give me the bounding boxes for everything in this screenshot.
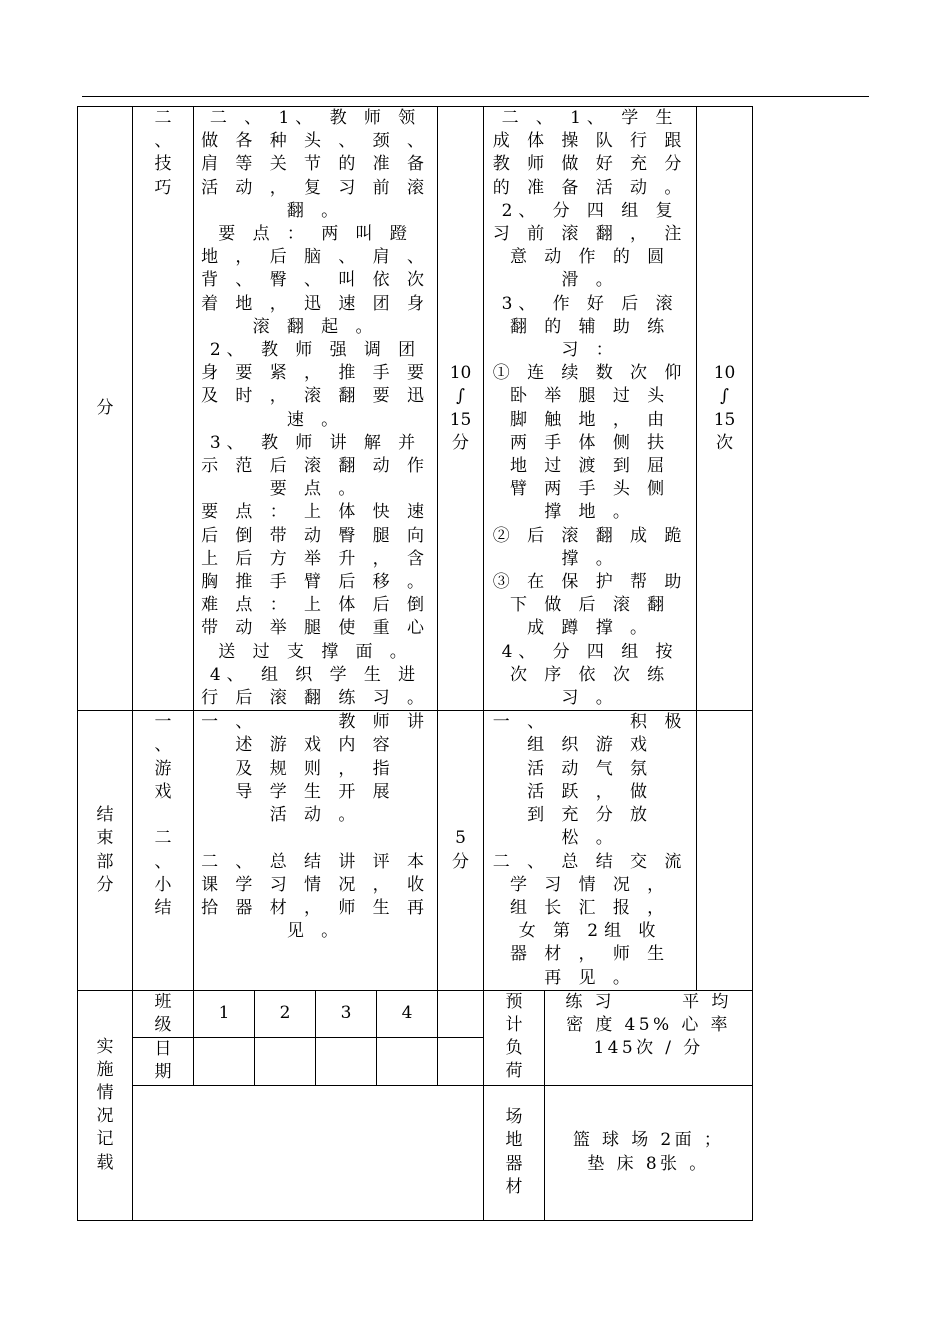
teacher-text-line: 课 学 习 情 况 ， 收: [201, 874, 430, 895]
label-text-line: 地: [505, 1130, 523, 1151]
part-text-line: 束: [96, 828, 114, 849]
date-label: [133, 1038, 194, 1085]
student-text-line: 组 织 游 戏: [527, 735, 653, 756]
student-text-line: ③ 在 保 护 帮 助: [492, 572, 688, 593]
value-text-line: 垫 床 8张 。: [587, 1153, 710, 1174]
teacher-text-line: 活 动 ， 复 习 前 滚: [201, 177, 430, 198]
student-text-line: 习 前 滚 翻 ， 注: [492, 224, 688, 245]
part-label: 分: [78, 107, 133, 711]
student-text-line: 器 材 ， 师 生: [509, 944, 671, 965]
load-label: [484, 990, 545, 1085]
teacher-text-line: 地 ， 后 脑 、 肩 、: [201, 247, 430, 268]
student-text-line: 卧 举 腿 过 头: [509, 386, 671, 407]
part-text-line: 记: [96, 1129, 114, 1150]
student-text-line: ② 后 滚 翻 成 跪: [492, 525, 688, 546]
teacher-text-line: 2、 教 师 强 调 团: [209, 340, 422, 361]
teacher-text-line: 送 过 支 撑 面 。: [218, 641, 413, 662]
teacher-text-line: 要 点 ： 两 叫 蹬: [218, 224, 413, 245]
section-text-line: 小: [154, 874, 172, 895]
time-text-line: 5: [455, 828, 466, 849]
part-text-line: 施: [96, 1059, 114, 1080]
class-number: 1: [194, 990, 255, 1037]
section-text-line: 技: [154, 154, 172, 175]
teacher-text-line: 后 倒 带 动 臀 腿 向: [201, 525, 430, 546]
student-text-line: 二 、 总 结 交 流: [492, 851, 688, 872]
teacher-text-line: 身 要 紧 ， 推 手 要: [201, 363, 430, 384]
student-text-line: 到 充 分 放: [527, 805, 653, 826]
label-text-line: 计: [505, 1014, 523, 1035]
time-allocation: [438, 107, 484, 711]
venue-row: [78, 1085, 753, 1220]
student-text-line: 学 习 情 况 ，: [509, 874, 671, 895]
student-text-line: 成 蹲 撑 。: [527, 618, 653, 639]
label-text-line: 预: [505, 991, 523, 1012]
student-text-line: 活 动 气 氛: [527, 758, 653, 779]
teacher-text-line: 肩 等 关 节 的 准 备: [201, 154, 430, 175]
part-text-line: 况: [96, 1106, 114, 1127]
end-count-empty: [697, 711, 753, 990]
date-cell: [316, 1038, 377, 1085]
teacher-activity: [194, 107, 438, 711]
teacher-text-line: 见 。: [286, 921, 345, 942]
time-text-line: 10: [449, 363, 472, 384]
label-text-line: 日: [154, 1039, 172, 1060]
student-text-line: 女 第 2组 收: [518, 921, 662, 942]
teacher-text-line: 要 点 ： 上 体 快 速: [201, 502, 430, 523]
end-part-label: [78, 711, 133, 990]
student-text-line: 习 ：: [561, 340, 619, 361]
student-text-line: 习 。: [561, 688, 619, 709]
value-text-line: 练 习 平 均: [565, 991, 732, 1012]
teacher-text-line: [194, 827, 437, 850]
class-label: [133, 990, 194, 1037]
teacher-text-line: 带 动 举 腿 使 重 心: [201, 618, 430, 639]
section-text-line: [133, 804, 193, 827]
section-text-line: 戏: [154, 781, 172, 802]
student-text-line: ① 连 续 数 次 仰: [492, 363, 688, 384]
count-text-line: ∫: [720, 386, 729, 407]
teacher-text-line: 4、 组 织 学 生 进: [209, 664, 422, 685]
section-text-line: 二: [154, 108, 172, 128]
teacher-text-line: 二 、 总 结 讲 评 本: [201, 851, 430, 872]
end-part-row: [78, 711, 753, 990]
time-text-line: 15: [449, 409, 472, 430]
record-notes-area: [133, 1085, 484, 1220]
section-text-line: 游: [154, 758, 172, 779]
class-number: 3: [316, 990, 377, 1037]
header-rule: [82, 96, 869, 97]
section-text-line: 一: [154, 712, 172, 733]
teacher-text-line: 及 规 则 ， 指: [235, 758, 396, 779]
time-text-line: ∫: [456, 386, 465, 407]
venue-value: [545, 1085, 753, 1220]
teacher-text-line: 导 学 生 开 展: [235, 781, 396, 802]
student-text-line: 撑 地 。: [544, 502, 636, 523]
teacher-text-line: 及 时 ， 滚 翻 要 迅: [201, 386, 430, 407]
teacher-text-line: 示 范 后 滚 翻 动 作: [201, 456, 430, 477]
student-text-line: 两 手 体 侧 扶: [509, 432, 671, 453]
teacher-text-line: 滚 翻 起 。: [252, 316, 379, 337]
label-text-line: 器: [505, 1153, 523, 1174]
label-text-line: 材: [505, 1176, 523, 1197]
class-row: [78, 990, 753, 1037]
part-text-line: 部: [96, 851, 114, 872]
teacher-text-line: 难 点 ： 上 体 后 倒: [201, 595, 430, 616]
section-text-line: 、: [154, 851, 172, 872]
student-activity: [484, 107, 697, 711]
date-cell: [438, 1038, 484, 1085]
date-cell: [377, 1038, 438, 1085]
end-teacher-activity: [194, 711, 438, 990]
part-text-line: 结: [96, 805, 114, 826]
date-cell: [194, 1038, 255, 1085]
section-text-line: 、: [154, 131, 172, 152]
end-section-label: [133, 711, 194, 990]
section-label: [133, 107, 194, 711]
section-text-line: 结: [154, 897, 172, 918]
count-text-line: 次: [716, 432, 734, 453]
student-text-line: 再 见 。: [544, 967, 636, 988]
value-text-line: 篮 球 场 2面 ；: [572, 1130, 725, 1151]
class-number: 4: [377, 990, 438, 1037]
time-text-line: 分: [452, 851, 470, 872]
student-text-line: 二 、 1、 学 生: [501, 108, 679, 128]
teacher-text-line: 要 点 。: [269, 479, 362, 500]
end-time-allocation: [438, 711, 484, 990]
lesson-plan-table: [77, 106, 753, 1221]
teacher-text-line: 述 游 戏 内 容: [235, 735, 396, 756]
student-text-line: 翻 的 辅 助 练: [509, 316, 671, 337]
student-text-line: 松 。: [561, 828, 619, 849]
student-text-line: 地 过 渡 到 屈: [509, 456, 671, 477]
student-text-line: 臂 两 手 头 侧: [509, 479, 671, 500]
student-text-line: 活 跃 ， 做: [527, 781, 653, 802]
teacher-text-line: 二 、 1、 教 师 领: [209, 108, 422, 128]
count-text-line: 10: [713, 363, 736, 384]
label-text-line: 荷: [505, 1061, 523, 1082]
value-text-line: 145次 / 分: [593, 1038, 704, 1059]
section-text-line: 、: [154, 735, 172, 756]
value-text-line: 密 度 45% 心 率: [566, 1014, 731, 1035]
repetition-count: [697, 107, 753, 711]
student-text-line: 意 动 作 的 圆: [509, 247, 671, 268]
student-text-line: 滑 。: [561, 270, 619, 291]
teacher-text-line: 翻 。: [286, 200, 345, 221]
count-text-line: 15: [713, 409, 736, 430]
label-text-line: 班: [154, 991, 172, 1012]
load-value: [545, 990, 753, 1085]
date-cell: [255, 1038, 316, 1085]
section-text-line: 二: [154, 828, 172, 849]
student-text-line: 教 师 做 好 充 分: [492, 154, 688, 175]
teacher-text-line: 做 各 种 头 、 颈 、: [201, 131, 430, 152]
part-text-line: 载: [96, 1152, 114, 1173]
label-text-line: 期: [154, 1062, 172, 1083]
venue-label: [484, 1085, 545, 1220]
teacher-text-line: 速 。: [286, 409, 345, 430]
teacher-text-line: 拾 器 材 ， 师 生 再: [201, 897, 430, 918]
teacher-text-line: 上 后 方 举 升 ， 含: [201, 548, 430, 569]
student-text-line: 2、 分 四 组 复: [501, 200, 679, 221]
part-text-line: 情: [96, 1082, 114, 1103]
part-text-line: 实: [96, 1036, 114, 1057]
label-text-line: 级: [154, 1014, 172, 1035]
time-text-line: 分: [452, 432, 470, 453]
record-part-label: [78, 990, 133, 1220]
part-text-line: 分: [96, 874, 114, 895]
student-text-line: 一 、 积 极: [492, 712, 688, 733]
teacher-text-line: 一 、 教 师 讲: [201, 712, 430, 733]
student-text-line: 脚 触 地 ， 由: [509, 409, 671, 430]
class-number: 2: [255, 990, 316, 1037]
label-text-line: 场: [505, 1107, 523, 1128]
student-text-line: 4、 分 四 组 按: [501, 641, 679, 662]
main-part-row: [78, 107, 753, 711]
student-text-line: 下 做 后 滚 翻: [509, 595, 671, 616]
teacher-text-line: 着 地 ， 迅 速 团 身: [201, 293, 430, 314]
teacher-text-line: 胸 推 手 臂 后 移 。: [201, 572, 430, 593]
teacher-text-line: 活 动 。: [269, 805, 362, 826]
teacher-text-line: 3、 教 师 讲 解 并: [209, 432, 422, 453]
section-text-line: 巧: [154, 177, 172, 198]
student-text-line: 撑 。: [561, 548, 619, 569]
student-text-line: 组 长 汇 报 ，: [509, 897, 671, 918]
student-text-line: 的 准 备 活 动 。: [492, 177, 688, 198]
teacher-text-line: 背 、 臀 、 叫 依 次: [201, 270, 430, 291]
end-student-activity: [484, 711, 697, 990]
teacher-text-line: 行 后 滚 翻 练 习 。: [201, 688, 430, 709]
label-text-line: 负: [505, 1038, 523, 1059]
class-empty-cell: [438, 990, 484, 1037]
student-text-line: 成 体 操 队 行 跟: [492, 131, 688, 152]
student-text-line: 3、 作 好 后 滚: [501, 293, 679, 314]
student-text-line: 次 序 依 次 练: [509, 664, 671, 685]
